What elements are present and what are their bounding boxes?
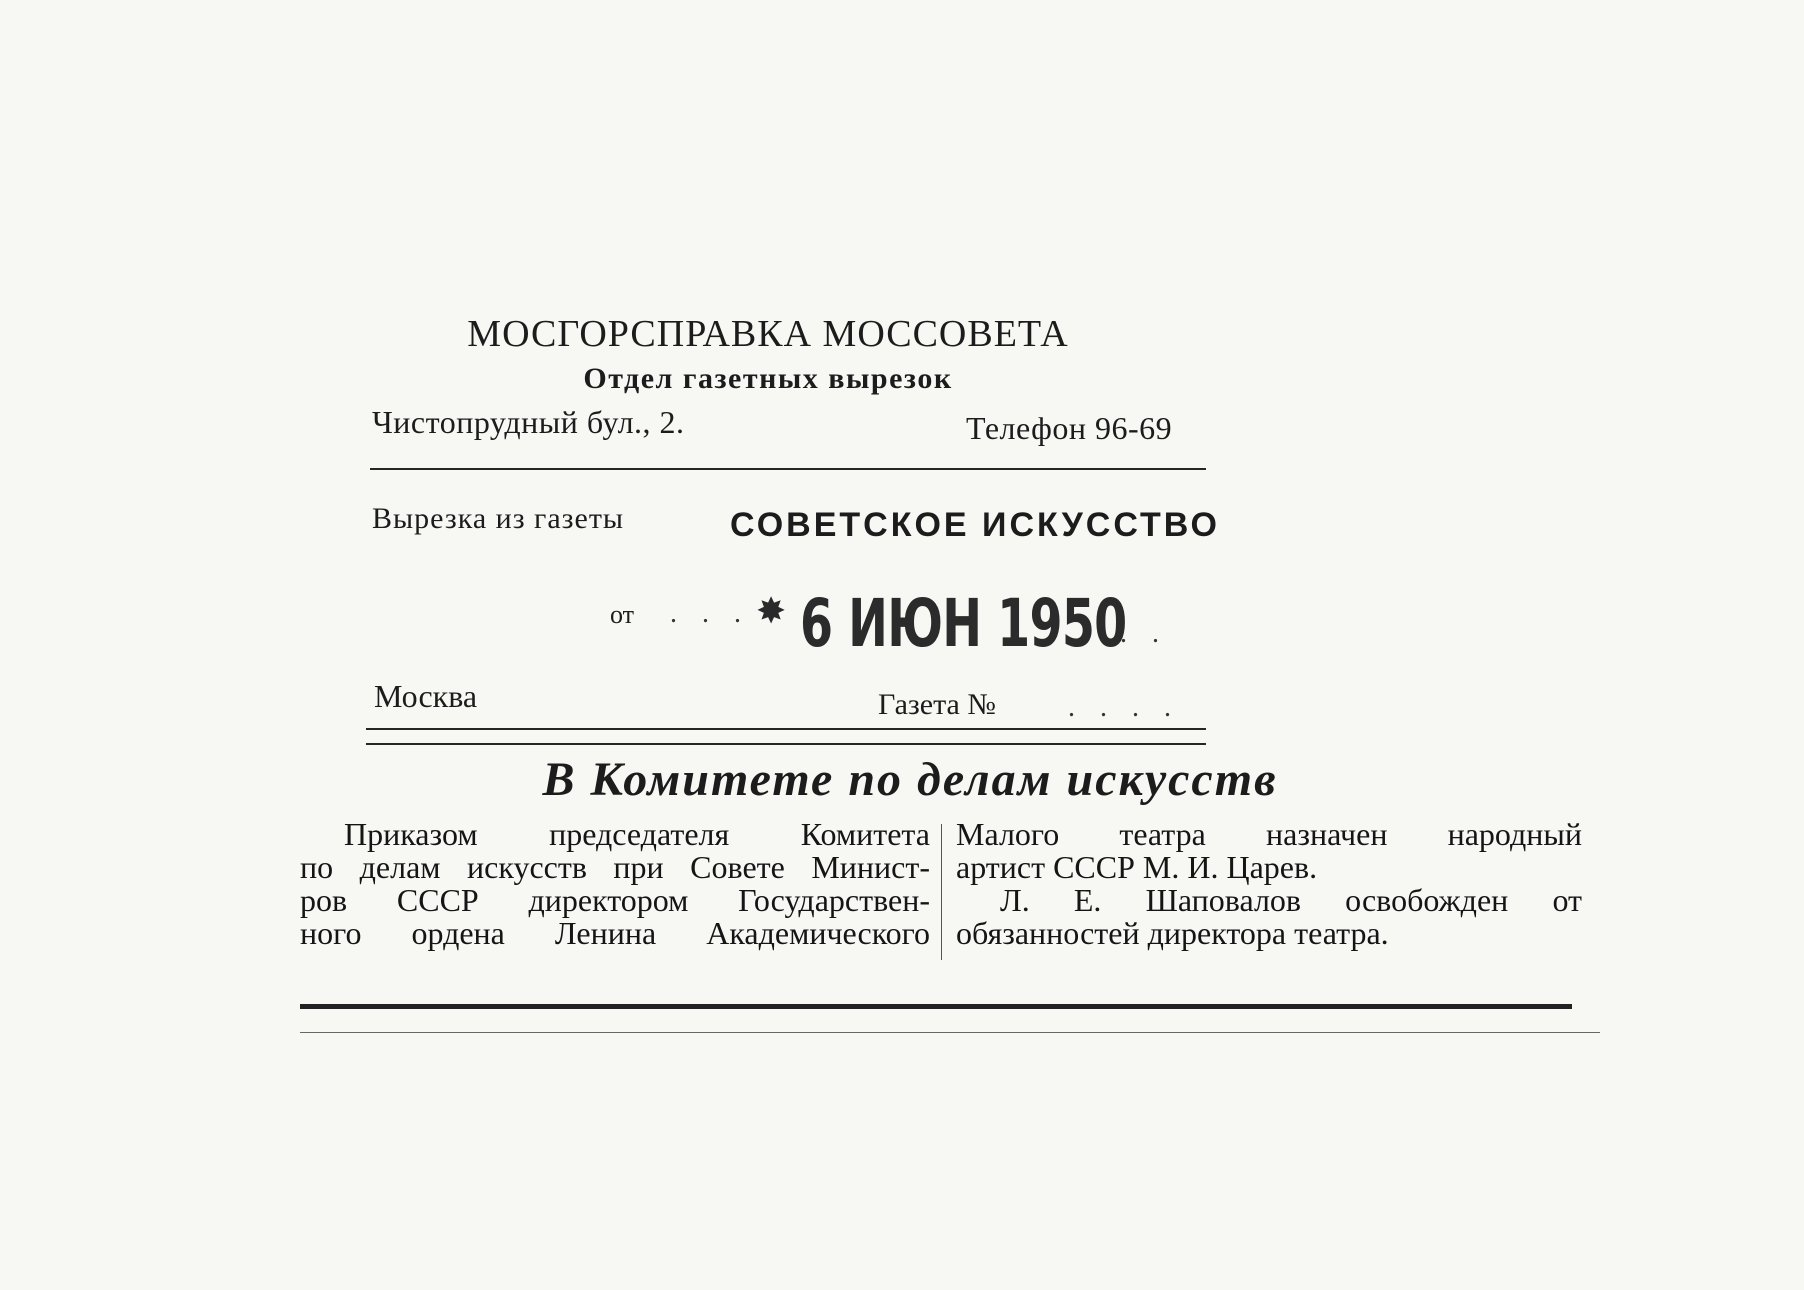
article-line: обязанностей директора театра. [956, 915, 1389, 951]
form-divider-thin [366, 728, 1206, 730]
article-line: ного ордена Ленина Академического [300, 915, 930, 951]
article-line: ров СССР директором Государствен- [300, 882, 930, 918]
article-bottom-rule-thin [300, 1032, 1600, 1033]
date-stamp: 6 ИЮН 1950 [800, 585, 1127, 662]
star-icon: ✸ [756, 591, 787, 631]
article-column-right [956, 818, 1582, 950]
clipping-label: Вырезка из газеты [372, 502, 625, 535]
article-line: артист СССР М. И. Царев. [956, 849, 1318, 885]
article-line: по делам искусств при Совете Минист- [300, 849, 930, 885]
date-from-label: от [610, 600, 635, 629]
article-line: Л. Е. Шаповалов освобожден от [1000, 882, 1582, 918]
city-name: Москва [374, 678, 478, 714]
newspaper-name: СОВЕТСКОЕ ИСКУССТВО [730, 506, 1220, 544]
issue-number-dots: . . . . [1068, 692, 1180, 723]
form-divider-thick [366, 743, 1206, 745]
article-bottom-rule [300, 1004, 1572, 1009]
date-leader-dots: . . . [670, 598, 750, 629]
bureau-title: МОСГОРСПРАВКА МОССОВЕТА [467, 313, 1069, 355]
department-name: Отдел газетных вырезок [583, 362, 953, 395]
date-trailing-dots: . . [1120, 618, 1168, 649]
article-line: Малого театра назначен народный [956, 816, 1582, 852]
bureau-phone: Телефон 96-69 [966, 410, 1173, 446]
bureau-address: Чистопрудный бул., 2. [372, 404, 685, 440]
header-divider [370, 468, 1206, 470]
article-column-left [300, 818, 930, 950]
issue-number-label: Газета № [878, 688, 996, 721]
article-headline: В Комитете по делам искусств [542, 753, 1278, 806]
article-line: Приказом председателя Комитета [344, 816, 930, 852]
column-divider [941, 824, 942, 960]
